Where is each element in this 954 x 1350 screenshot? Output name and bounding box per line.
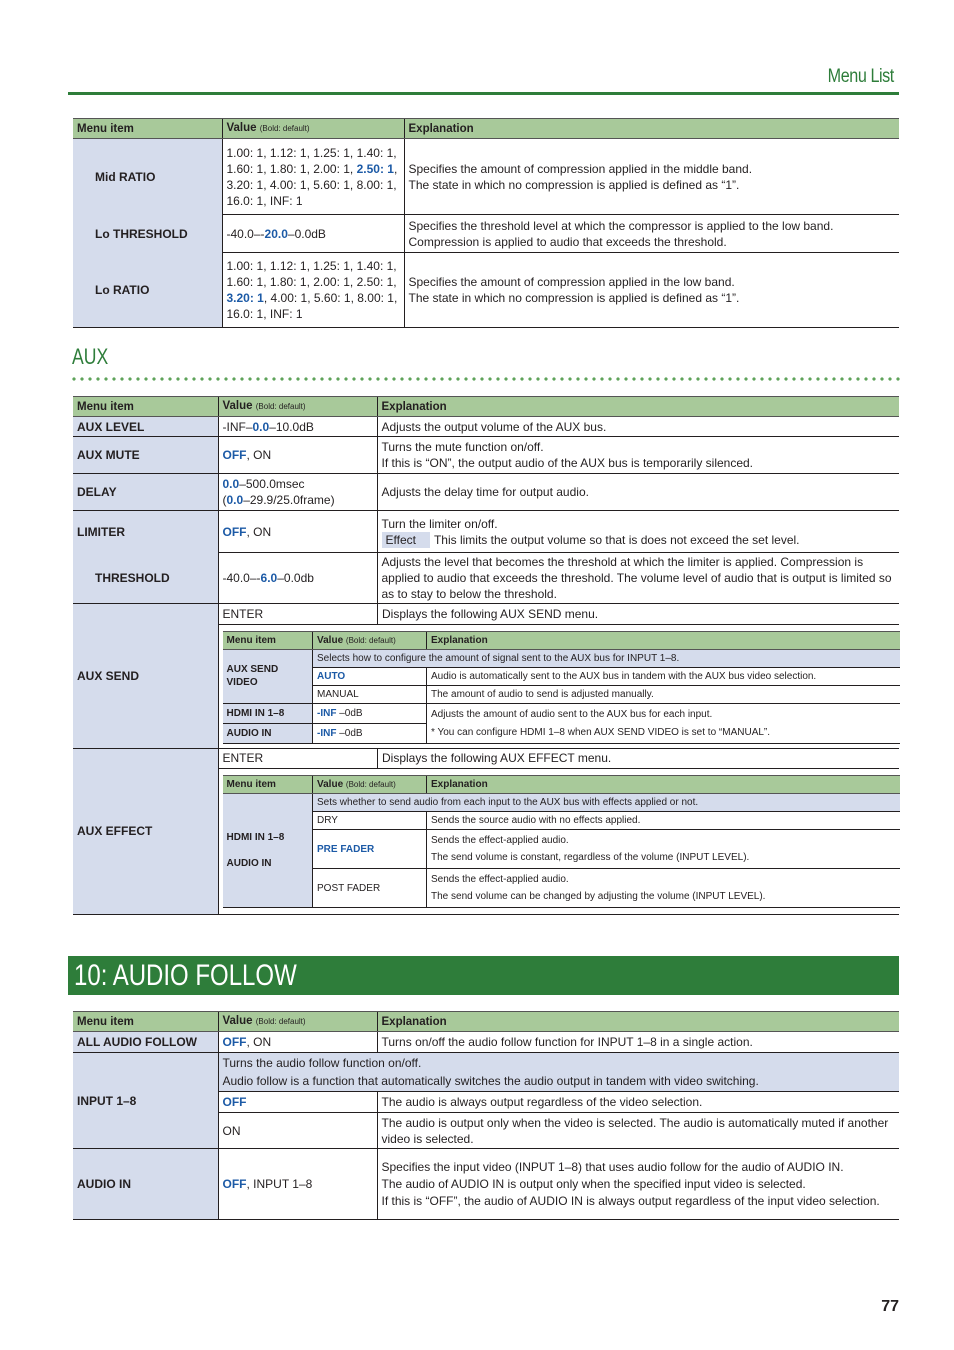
all-audio-follow-explanation: Turns on/off the audio follow function for INPUT 1–8 in a single action.: [377, 1032, 899, 1053]
aux-section-title: AUX: [72, 344, 109, 369]
aux-table: [73, 396, 899, 915]
auto-option: AUTO: [313, 667, 427, 685]
all-audio-follow-label: ALL AUDIO FOLLOW: [73, 1032, 218, 1053]
input-description: Turns the audio follow function on/off. Audio follow is a function that automatically switches the audio output in tandem with video switching.: [218, 1053, 899, 1092]
threshold-label: THRESHOLD: [73, 553, 218, 604]
aux-mute-label: AUX MUTE: [73, 437, 218, 474]
amount-explanation: Adjusts the amount of audio sent to the AUX bus for each input. * You can configure HDMI 1–8 when AUX SEND VIDEO is set to “MANUAL”.: [427, 703, 900, 743]
row-label: Lo RATIO: [73, 253, 222, 328]
col-menu-item: Menu item: [73, 1012, 218, 1032]
aux-send-label: AUX SEND: [73, 604, 218, 749]
page-number: 77: [881, 1298, 899, 1315]
row-explanation: Specifies the amount of compression applied in the low band. The state in which no compression is applied is defined as “1”.: [404, 253, 899, 328]
manual-option: MANUAL: [313, 685, 427, 703]
aux-effect-value: ENTER: [219, 749, 378, 769]
aux-level-value: -INF–0.0–10.0dB: [218, 417, 377, 437]
threshold-value: -40.0–-6.0–0.0db: [218, 553, 377, 604]
aux-mute-value: OFF, ON: [218, 437, 377, 474]
all-audio-follow-value: OFF, ON: [218, 1032, 377, 1053]
audio-in-explanation: Specifies the input video (INPUT 1–8) that uses audio follow for the audio of AUDIO IN. The audio of AUDIO IN is output only when the specified input video is selected. If this is “OFF”, the audio of AUDIO IN is always output regardless of the input video selection.: [377, 1149, 899, 1220]
limiter-label: LIMITER: [73, 511, 218, 553]
section-title: 10: AUDIO FOLLOW: [74, 959, 297, 992]
aux-send-explanation: Displays the following AUX SEND menu.: [378, 604, 900, 624]
aux-send-block: [218, 604, 899, 749]
row-label: Mid RATIO: [73, 139, 222, 215]
aux-effect-block: [218, 748, 899, 915]
input-on-option: ON: [218, 1113, 377, 1149]
delay-value: 0.0–500.0msec (0.0–29.9/25.0frame): [218, 474, 377, 511]
col-value: Value (Bold: default): [218, 1012, 377, 1032]
pre-fader-option: PRE FADER: [313, 830, 427, 869]
delay-explanation: Adjusts the delay time for output audio.: [377, 474, 899, 511]
threshold-explanation: Adjusts the level that becomes the threshold at which the limiter is applied. Compression is applied to audio that exceeds the threshold. The volume level of audio that is output is limited so as to stay to below the threshold.: [377, 553, 899, 604]
input-label: INPUT 1–8: [73, 1053, 218, 1149]
row-label: Lo THRESHOLD: [73, 215, 222, 253]
col-menu-item: Menu item: [73, 119, 222, 139]
audio-in-label: AUDIO IN: [223, 723, 313, 743]
row-explanation: Specifies the threshold level at which the compressor is applied to the low band. Compression is applied to audio that exceeds the threshold.: [404, 215, 899, 253]
limiter-explanation: Turn the limiter on/off. Effect This limits the output volume so that is does not exceed the set level.: [377, 511, 899, 553]
audio-in-label: AUDIO IN: [73, 1149, 218, 1220]
audio-follow-table: Menu item Value (Bold: default) Explanation ALL AUDIO FOLLOW OFF, ON Turns on/off the audio follow function for INPUT 1–8 in a single action. INPUT 1–8 Turns the audio follow function on/off. Audio follow is a function that automatically switches the audio output in tandem with video switching. OFF The audio is always output regardless of the video selection. ON The audio is output only when the video is selected. The audio is automatically muted if another video is selected. AUDIO IN OFF, INPUT 1–8 Specifies the input video (INPUT 1–8) that uses audio follow for the audio of AUDIO IN. The audio of AUDIO IN is output only when the specified input video is selected. If this is “OFF”, the audio of AUDIO IN is always output regardless of the input video selection.: [73, 1011, 899, 1220]
row-explanation: Specifies the amount of compression applied in the middle band. The state in which no compression is applied is defined as “1”.: [404, 139, 899, 215]
input-off-option: OFF: [218, 1092, 377, 1113]
hdmi-in-label: HDMI IN 1–8: [223, 703, 313, 723]
aux-send-value: ENTER: [219, 604, 378, 624]
audio-follow-section-bar: [68, 956, 899, 995]
col-explanation: Explanation: [377, 397, 899, 417]
dry-option: DRY: [313, 812, 427, 830]
row-value: -40.0–-20.0–0.0dB: [222, 215, 404, 253]
dotted-rule: [70, 377, 901, 381]
aux-send-video-label: AUX SEND VIDEO: [223, 649, 313, 703]
aux-mute-explanation: Turns the mute function on/off. If this is “ON”, the output audio of the AUX bus is temporarily silenced.: [377, 437, 899, 474]
header-rule: [68, 92, 899, 95]
effect-input-label: HDMI IN 1–8 AUDIO IN: [223, 794, 313, 908]
post-fader-option: POST FADER: [313, 869, 427, 908]
effect-tag: Effect: [382, 532, 430, 548]
aux-effect-submenu: Menu item Value (Bold: default) Explanation HDMI IN 1–8 AUDIO IN Sets whether to send audio from each input to the AUX bus with effects applied or not. DRY Sends the source audio with no effects applied. PRE FADER Sends the effect-applied audio. The send volume is constant, regardless of the volume (INPUT LEVEL). POST FADER Sends the effect-applied audio. The send volume can be changed by adjusting the volume (INPUT LEVEL).: [223, 775, 900, 908]
limiter-value: OFF, ON: [218, 511, 377, 553]
aux-effect-explanation: Displays the following AUX EFFECT menu.: [378, 749, 900, 769]
row-value: 1.00: 1, 1.12: 1, 1.25: 1, 1.40: 1, 1.60: 1, 1.80: 1, 2.00: 1, 2.50: 1, 3.20: 1, 4.00: 1, 5.60: 1, 8.00: 1, 16.0: 1, INF: 1: [222, 139, 404, 215]
aux-effect-label: AUX EFFECT: [73, 748, 218, 915]
col-value: Value (Bold: default): [218, 397, 377, 417]
audio-in-value: OFF, INPUT 1–8: [218, 1149, 377, 1220]
col-explanation: Explanation: [377, 1012, 899, 1032]
col-menu-item: Menu item: [73, 397, 218, 417]
col-explanation: Explanation: [404, 119, 899, 139]
aux-level-label: AUX LEVEL: [73, 417, 218, 437]
compressor-table: [73, 118, 899, 328]
header-title: Menu List: [827, 66, 894, 87]
col-value: Value (Bold: default): [222, 119, 404, 139]
delay-label: DELAY: [73, 474, 218, 511]
aux-send-video-desc: Selects how to configure the amount of signal sent to the AUX bus for INPUT 1–8.: [313, 649, 900, 667]
row-value: 1.00: 1, 1.12: 1, 1.25: 1, 1.40: 1, 1.60: 1, 1.80: 1, 2.00: 1, 2.50: 1, 3.20: 1, 4.00: 1, 5.60: 1, 8.00: 1, 16.0: 1, INF: 1: [222, 253, 404, 328]
aux-send-submenu: Menu item Value (Bold: default) Explanation AUX SEND VIDEO Selects how to configure the amount of signal sent to the AUX bus for INPUT 1–8. AUTO Audio is automatically sent to the AUX bus in tandem with the AUX bus video selection. MANUAL The amount of audio to send is adjusted manually. HDMI IN 1–8 -INF –0dB Adjusts the amount of audio sent to the AUX bus for each input. * You can configure HDMI 1–8 when AUX SEND VIDEO is set to “MANUAL”. AUDIO IN -INF –0dB: [223, 631, 900, 744]
aux-level-explanation: Adjusts the output volume of the AUX bus.: [377, 417, 899, 437]
